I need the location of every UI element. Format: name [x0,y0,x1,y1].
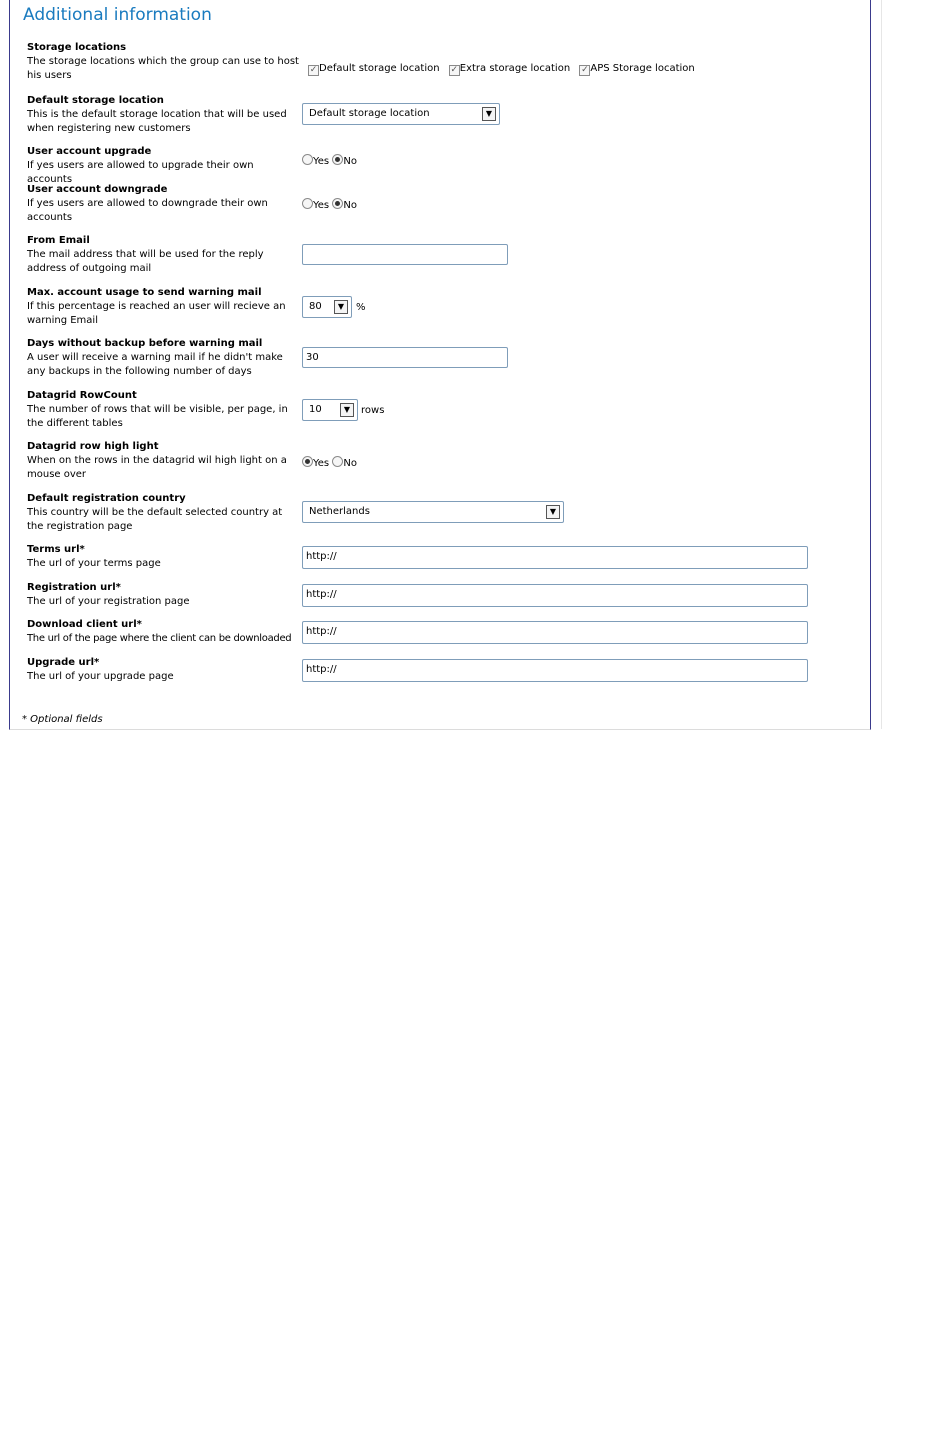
upgrade-title: User account upgrade [27,146,152,157]
chevron-down-icon[interactable]: ▼ [482,107,496,121]
terms-url-field[interactable]: http:// [302,546,808,569]
days-backup-field[interactable]: 30 [302,347,508,368]
rowcount-desc: The number of rows that will be visible, per page, in the different tables [27,404,288,429]
default-storage-value: Default storage location [309,108,430,119]
download-url-label [27,618,302,646]
from-email-field[interactable] [302,244,508,265]
country-value: Netherlands [309,506,370,517]
storage-locations-desc: The storage locations which the group can use to host his users [27,56,299,81]
downgrade-title: User account downgrade [27,184,168,195]
rowcount-unit: rows [361,405,385,416]
max-usage-value: 80 [309,301,322,312]
country-select[interactable] [302,501,564,523]
downgrade-label [27,183,299,225]
default-storage-select[interactable] [302,103,500,125]
highlight-desc: When on the rows in the datagrid wil high light on a mouse over [27,455,287,480]
checkbox-checked-icon[interactable]: ✓ [309,65,318,75]
upgrade-url-desc: The url of your upgrade page [27,671,174,682]
upgrade-url-title: Upgrade url* [27,657,100,668]
chevron-down-icon[interactable]: ▼ [546,505,560,519]
terms-url-title: Terms url* [27,544,85,555]
max-usage-title: Max. account usage to send warning mail [27,287,262,298]
highlight-no-radio[interactable] [332,456,343,467]
storage-option-extra[interactable]: ✓ Extra storage location [450,63,571,75]
max-usage-select[interactable] [302,296,352,318]
chevron-down-icon[interactable]: ▼ [340,403,354,417]
upgrade-no-label: No [343,156,357,167]
registration-url-desc: The url of your registration page [27,596,190,607]
max-usage-desc: If this percentage is reached an user will recieve an warning Email [27,301,286,326]
registration-url-label [27,581,299,609]
storage-checkbox-group [308,63,695,76]
terms-url-label [27,543,299,571]
upgrade-url-field[interactable]: http:// [302,659,808,682]
download-url-desc: The url of the page where the client can be downloaded [27,633,292,644]
rowcount-label [27,389,299,431]
download-url-title: Download client url* [27,619,142,630]
highlight-label [27,440,299,482]
highlight-title: Datagrid row high light [27,441,159,452]
optional-fields-note: * Optional fields [22,714,103,725]
highlight-yes-label: Yes [313,458,330,469]
from-email-title: From Email [27,235,90,246]
download-url-field[interactable]: http:// [302,621,808,644]
upgrade-yes-label: Yes [313,156,330,167]
downgrade-radio-group [302,198,357,211]
from-email-label [27,234,299,276]
highlight-no-label: No [343,458,357,469]
terms-url-desc: The url of your terms page [27,558,161,569]
upgrade-yes-radio[interactable] [302,154,313,165]
upgrade-url-label [27,656,299,684]
checkbox-checked-icon[interactable]: ✓ [581,65,589,75]
panel-shadow-line [881,0,882,729]
downgrade-yes-radio[interactable] [302,198,313,209]
downgrade-no-radio[interactable] [332,198,343,209]
downgrade-desc: If yes users are allowed to downgrade their own accounts [27,198,268,223]
days-backup-desc: A user will receive a warning mail if he didn't make any backups in the following number of days [27,352,283,377]
country-title: Default registration country [27,493,186,504]
storage-locations-title: Storage locations [27,42,127,53]
rowcount-select[interactable] [302,399,358,421]
from-email-desc: The mail address that will be used for the reply address of outgoing mail [27,249,264,274]
upgrade-label [27,145,299,187]
days-backup-label [27,337,299,379]
upgrade-desc: If yes users are allowed to upgrade their own accounts [27,160,254,185]
storage-option-default[interactable]: ✓ Default storage location [309,63,440,75]
downgrade-no-label: No [343,200,357,211]
section-title: Additional information [23,5,212,25]
registration-url-field[interactable]: http:// [302,584,808,607]
storage-locations-label [27,41,299,83]
downgrade-yes-label: Yes [313,200,330,211]
country-desc: This country will be the default selected country at the registration page [27,507,283,532]
highlight-yes-radio[interactable] [302,456,313,467]
checkbox-checked-icon[interactable]: ✓ [450,65,459,75]
chevron-down-icon[interactable]: ▼ [334,300,348,314]
upgrade-no-radio[interactable] [332,154,343,165]
country-label [27,492,299,534]
days-backup-title: Days without backup before warning mail [27,338,263,349]
default-storage-label [27,94,299,136]
max-usage-unit: % [356,302,366,313]
rowcount-value: 10 [309,404,322,415]
storage-option-aps[interactable]: ✓ APS Storage location [581,63,695,75]
registration-url-title: Registration url* [27,582,121,593]
highlight-radio-group [302,456,357,469]
default-storage-title: Default storage location [27,95,164,106]
default-storage-desc: This is the default storage location that will be used when registering new customers [27,109,287,134]
upgrade-radio-group [302,154,357,167]
max-usage-label [27,286,299,328]
rowcount-title: Datagrid RowCount [27,390,137,401]
